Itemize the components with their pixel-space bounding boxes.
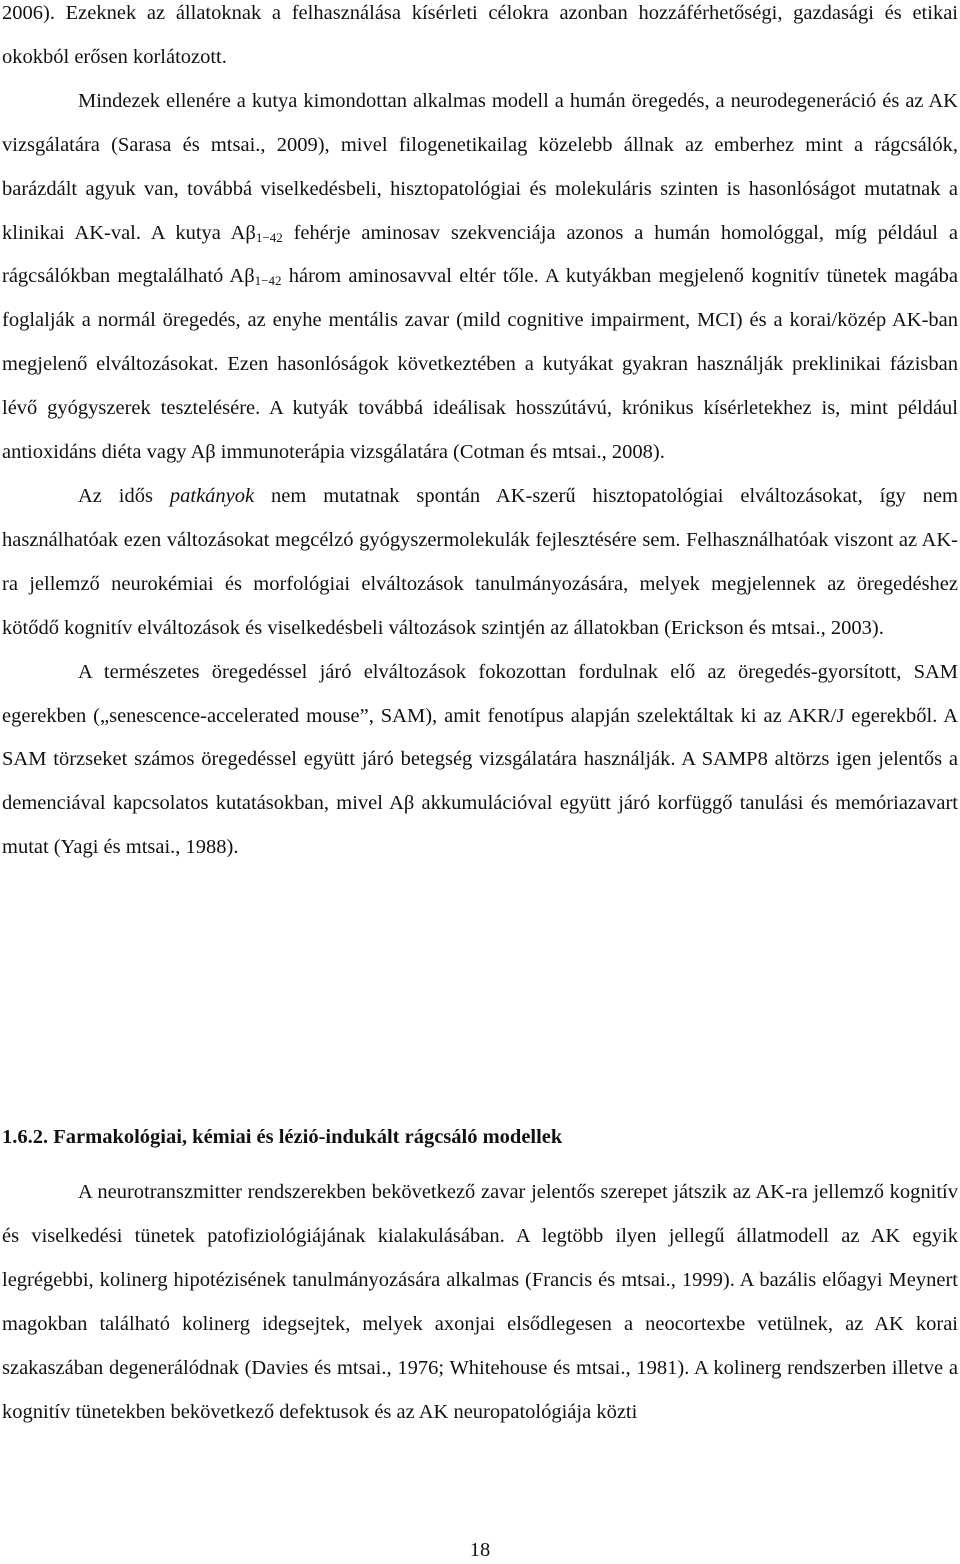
paragraph-rat-model <box>2 475 958 651</box>
paragraph-text: A természetes öregedéssel járó elváltozások fokozottan fordulnak elő az öregedés-gyorsított, SAM egerekben („senescence-accelerated mouse”, SAM), amit fenotípus alapján szelektáltak ki az AKR/J egerekből. A SAM törzseket számos öregedéssel együtt járó betegség vizsgálatára használják. A SAMP8 altörzs igen jelentős a demenciával kapcsolatos kutatásokban, mivel Aβ akkumulációval együtt járó korfüggő tanulási és memóriazavart mutat (Yagi és mtsai., 1988). <box>2 660 958 859</box>
paragraph-text: nem mutatnak spontán AK-szerű hisztopatológiai elváltozásokat, így nem használhatóak ezen változásokat megcélzó gyógyszermolekulák fejlesztésére sem. Felhasználhatóak viszont az AK-ra jellemző neurokémiai és morfológiai elváltozások tanulmányozására, melyek megjelennek az öregedéshez kötődő kognitív elváltozások és viselkedésbeli változások szintjén az állatokban (Erickson és mtsai., 2003). <box>2 484 958 639</box>
paragraph-text: három aminosavval eltér tőle. A kutyákban megjelenő kognitív tünetek magába foglalják a normál öregedés, az enyhe mentális zavar (mild cognitive impairment, MCI) és a korai/közép AK-ban megjelenő elváltozásokat. Ezen hasonlóságok következtében a kutyákat gyakran használják preklinikai fázisban lévő gyógyszerek tesztelésére. A kutyák továbbá ideálisak hosszútávú, krónikus kísérletekhez is, mint például antioxidáns diéta vagy Aβ immunoterápia vizsgálatára (Cotman és mtsai., 2008). <box>2 265 959 464</box>
page-number: 18 <box>469 1539 491 1561</box>
paragraph-text: fehérje aminosav szekvenciája azonos a humán homológgal, míg például a rágcsálókban megtalálható Aβ <box>2 221 958 288</box>
paragraph-continuation <box>2 0 958 80</box>
subscript: 1−42 <box>255 229 283 245</box>
section-heading: 1.6.2. Farmakológiai, kémiai és lézió-indukált rágcsáló modellek <box>2 1126 563 1148</box>
paragraph-sam-mice <box>2 651 958 871</box>
paragraph-neurotransmitter <box>2 1171 958 1434</box>
paragraph-text: Mindezek ellenére a kutya kimondottan alkalmas modell a humán öregedés, a neurodegeneráció és az AK vizsgálatára (Sarasa és mtsai., 2009), mivel filogenetikailag közelebb állnak az emberhez mint a rágcsálók, barázdált agyuk van, továbbá viselkedésbeli, hisztopatológiai és molekuláris szinten is hasonlóságot mutatnak a klinikai AK-val. A kutya Aβ <box>2 89 958 244</box>
paragraph-text: 2006). Ezeknek az állatoknak a felhasználása kísérleti célokra azonban hozzáférhetőségi, gazdasági és etikai okokból erősen korlátozott. <box>2 2 958 68</box>
subscript: 1−42 <box>254 273 282 289</box>
italic-term: patkányok <box>169 484 255 507</box>
paragraph-text: A neurotranszmitter rendszerekben bekövetkező zavar jelentős szerepet játszik az AK-ra jellemző kognitív és viselkedési tünetek patofiziológiájának kialakulásában. A legtöbb ilyen jellegű állatmodell az AK egyik legrégebbi, kolinerg hipotézisének tanulmányozására alkalmas (Francis és mtsai., 1999). A bazális előagyi Meynert magokban található kolinerg idegsejtek, melyek axonjai elsődlegesen a neocortexbe vetülnek, az AK korai szakaszában degenerálódnak (Davies és mtsai., 1976; Whitehouse és mtsai., 1981). A kolinerg rendszerben illetve a kognitív tünetekben bekövetkező defektusok és az AK neuropatológiája közti <box>2 1181 958 1423</box>
body-text-upper <box>2 0 958 870</box>
body-text-lower <box>2 1171 958 1434</box>
paragraph-dog-model <box>2 80 958 475</box>
paragraph-text: Az idős <box>78 484 170 507</box>
